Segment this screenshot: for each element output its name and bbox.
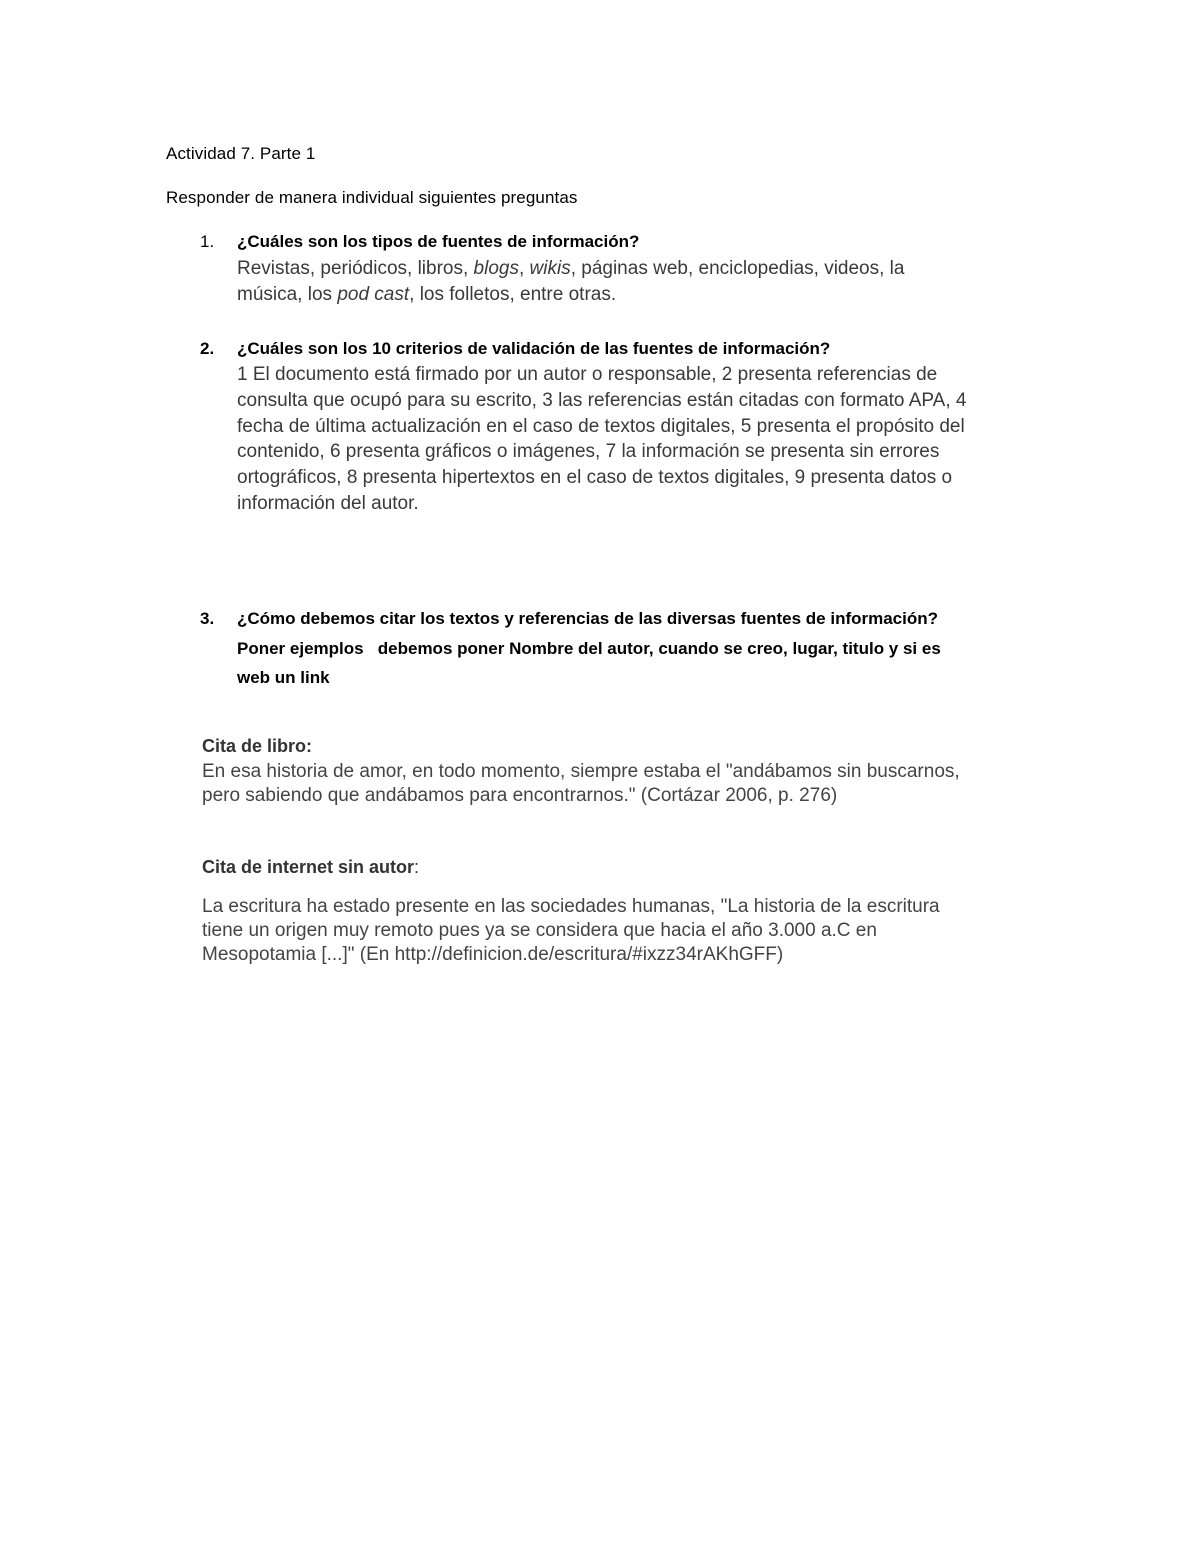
answer-line: Poner ejemplos debemos poner Nombre del autor, cuando se creo, lugar, titulo y si es (237, 639, 941, 658)
answer-line: web un link (237, 668, 330, 687)
answer-line (237, 256, 1037, 282)
answer-2 (237, 362, 1037, 517)
answer-line: información del autor. (237, 492, 419, 514)
question-number: 3. (200, 609, 215, 628)
answer-text: Revistas, periódicos, libros, (237, 258, 474, 279)
question-text: ¿Cuáles son los 10 criterios de validación de las fuentes de información? (237, 339, 831, 358)
answer-1 (237, 256, 1037, 308)
citation-line: tiene un origen muy remoto pues ya se considera que hacia el año 3.000 a.C en (202, 920, 877, 941)
citation-line: Mesopotamia [...]" (En http://definicion.de/escritura/#ixzz34rAKhGFF) (202, 944, 784, 965)
answer-line: consulta que ocupó para su escrito, 3 las referencias están citadas con formato APA, 4 (237, 389, 967, 411)
instruction-text: Responder de manera individual siguientes preguntas (166, 188, 578, 207)
answer-italic: pod cast (337, 284, 410, 305)
question-number: 2. (200, 339, 215, 358)
answer-line: contenido, 6 presenta gráficos o imágenes, 7 la información se presenta sin errores (237, 441, 940, 463)
answer-text: música, los (237, 284, 338, 305)
citation-heading-book (202, 736, 312, 757)
citation-heading-text: Cita de internet sin autor (202, 857, 415, 877)
citation-body-book (202, 760, 1082, 808)
answer-3 (237, 634, 1037, 692)
answer-line: 1 El documento está firmado por un autor o responsable, 2 presenta referencias de (237, 364, 938, 385)
citation-line: La escritura ha estado presente en las sociedades humanas, "La historia de la escritura (202, 896, 940, 917)
citation-heading-text: Cita de libro: (202, 736, 313, 756)
answer-text: , los folletos, entre otras. (409, 284, 617, 305)
question-number: 1. (200, 232, 215, 251)
question-text: ¿Cuáles son los tipos de fuentes de información? (237, 232, 640, 251)
answer-line (237, 282, 1037, 308)
answer-italic: blogs (473, 258, 519, 279)
question-text: ¿Cómo debemos citar los textos y referencias de las diversas fuentes de información? (237, 609, 939, 628)
answer-italic: wikis (529, 258, 571, 279)
answer-line: fecha de última actualización en el caso de textos digitales, 5 presenta el propósito del (237, 415, 965, 437)
answer-line: ortográficos, 8 presenta hipertextos en el caso de textos digitales, 9 presenta datos o (237, 467, 953, 489)
document-title: Actividad 7. Parte 1 (166, 144, 316, 163)
citation-heading-suffix: : (414, 857, 420, 877)
citation-line: pero sabiendo que andábamos para encontrarnos." (Cortázar 2006, p. 276) (202, 785, 838, 806)
citation-heading-internet (202, 857, 419, 878)
answer-text: , páginas web, enciclopedias, videos, la (570, 258, 905, 279)
answer-text: , (518, 258, 530, 279)
citation-body-internet (202, 895, 1082, 967)
citation-line: En esa historia de amor, en todo momento, siempre estaba el "andábamos sin buscarnos, (202, 761, 960, 782)
